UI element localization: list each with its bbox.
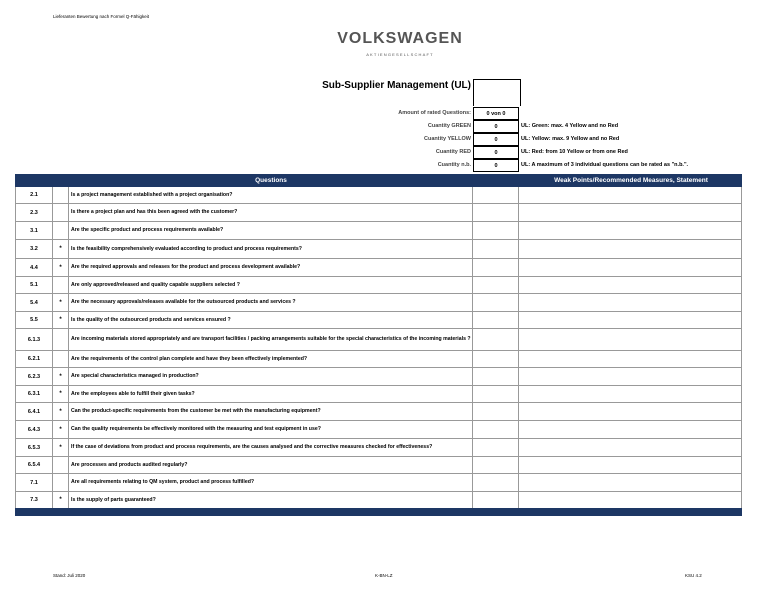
table-row <box>15 474 742 492</box>
table-row <box>15 277 742 294</box>
summary-row-green <box>300 120 768 133</box>
summary-value: 0 <box>473 146 519 159</box>
question-number: 6.3.1 <box>15 386 53 402</box>
table-row <box>15 312 742 329</box>
evaluation-cell[interactable] <box>473 368 519 385</box>
weak-points-cell[interactable] <box>519 421 742 438</box>
table-row <box>15 240 742 259</box>
table-row <box>15 492 742 509</box>
header-questions: Questions <box>255 177 287 184</box>
summary-row-yellow <box>300 133 768 146</box>
summary-label: Cuantity YELLOW <box>424 136 471 142</box>
question-text: Is the supply of parts guaranteed? <box>69 492 473 508</box>
table-header <box>15 174 742 187</box>
top-note: Lieferanten Bewertung nach Formel Q-Fähigkeit <box>53 14 150 19</box>
table-row <box>15 187 742 204</box>
weak-points-cell[interactable] <box>519 351 742 367</box>
page-title: Sub-Supplier Management (UL) <box>322 80 471 91</box>
question-number: 5.5 <box>15 312 53 328</box>
question-text: Are special characteristics managed in production? <box>69 368 473 385</box>
weak-points-cell[interactable] <box>519 457 742 473</box>
table-row <box>15 457 742 474</box>
question-text: Are the required approvals and releases for the product and process development available? <box>69 259 473 276</box>
evaluation-cell[interactable] <box>473 204 519 221</box>
question-text: Are only approved/released and quality capable suppliers selected ? <box>69 277 473 293</box>
summary-note: UL: A maximum of 3 individual questions can be rated as "n.b.". <box>521 162 689 168</box>
evaluation-cell[interactable] <box>473 492 519 508</box>
question-number: 3.1 <box>15 222 53 239</box>
star-marker <box>53 204 69 221</box>
weak-points-cell[interactable] <box>519 187 742 203</box>
evaluation-cell[interactable] <box>473 439 519 456</box>
evaluation-cell[interactable] <box>473 457 519 473</box>
logo-subtitle: AKTIENGESELLSCHAFT <box>366 52 434 57</box>
star-marker: * <box>53 492 69 508</box>
summary-value: 0 <box>473 159 519 172</box>
question-number: 6.4.1 <box>15 403 53 420</box>
star-marker: * <box>53 403 69 420</box>
table-row <box>15 329 742 351</box>
evaluation-cell[interactable] <box>473 277 519 293</box>
footer-date: Stand: Juli 2020 <box>53 573 86 578</box>
weak-points-cell[interactable] <box>519 368 742 385</box>
question-number: 6.5.3 <box>15 439 53 456</box>
weak-points-cell[interactable] <box>519 386 742 402</box>
title-rating-box <box>473 79 521 106</box>
summary-note: UL: Yellow: max. 9 Yellow and no Red <box>521 136 620 142</box>
table-row <box>15 368 742 386</box>
summary-label: Cuantity n.b. <box>437 162 471 168</box>
weak-points-cell[interactable] <box>519 329 742 350</box>
question-text: Are processes and products audited regularly? <box>69 457 473 473</box>
table-row <box>15 222 742 240</box>
volkswagen-logo <box>330 30 470 57</box>
question-text: Is there a project plan and has this been agreed with the customer? <box>69 204 473 221</box>
table-row <box>15 421 742 439</box>
evaluation-cell[interactable] <box>473 329 519 350</box>
weak-points-cell[interactable] <box>519 492 742 508</box>
weak-points-cell[interactable] <box>519 474 742 491</box>
question-text: Can the product-specific requirements from the customer be met with the manufacturing equipment? <box>69 403 473 420</box>
summary-label: Cuantity RED <box>435 149 471 155</box>
evaluation-cell[interactable] <box>473 294 519 311</box>
summary-note: UL: Red: from 10 Yellow or from one Red <box>521 149 628 155</box>
evaluation-cell[interactable] <box>473 259 519 276</box>
summary-row-rated <box>300 107 768 120</box>
table-row <box>15 294 742 312</box>
star-marker: * <box>53 312 69 328</box>
star-marker <box>53 277 69 293</box>
question-text: Are all requirements relating to QM system, product and process fulfilled? <box>69 474 473 491</box>
weak-points-cell[interactable] <box>519 240 742 258</box>
evaluation-cell[interactable] <box>473 474 519 491</box>
star-marker <box>53 474 69 491</box>
question-text: Are incoming materials stored appropriately and are transport facilities / packing arrangements suitable for the special characteristics of the incoming materials ? <box>69 329 473 350</box>
evaluation-cell[interactable] <box>473 222 519 239</box>
question-text: Are the requirements of the control plan complete and have they been effectively implemented? <box>69 351 473 367</box>
summary-label: Cuantity GREEN <box>427 123 471 129</box>
question-text: Is a project management established with a project organisation? <box>69 187 473 203</box>
table-row <box>15 439 742 457</box>
star-marker: * <box>53 259 69 276</box>
summary-row-red <box>300 146 768 159</box>
question-text: Are the specific product and process requirements available? <box>69 222 473 239</box>
question-number: 6.4.3 <box>15 421 53 438</box>
footer-dept: K-BN-LZ <box>375 573 393 578</box>
question-number: 7.1 <box>15 474 53 491</box>
star-marker: * <box>53 368 69 385</box>
summary-label: Amount of rated Questions: <box>398 110 471 116</box>
star-marker <box>53 457 69 473</box>
evaluation-cell[interactable] <box>473 386 519 402</box>
weak-points-cell[interactable] <box>519 204 742 221</box>
summary-value: 0 <box>473 133 519 146</box>
summary-note: UL: Green: max. 4 Yellow and no Red <box>521 123 619 129</box>
summary-value: 0 <box>473 120 519 133</box>
table-row <box>15 403 742 421</box>
star-marker <box>53 187 69 203</box>
question-number: 2.3 <box>15 204 53 221</box>
table-row <box>15 386 742 403</box>
weak-points-cell[interactable] <box>519 277 742 293</box>
summary-row-nb <box>300 159 768 172</box>
header-weak-points: Weak Points/Recommended Measures, Statement <box>554 177 708 184</box>
weak-points-cell[interactable] <box>519 294 742 311</box>
table-footer-bar <box>15 508 742 516</box>
question-number: 6.1.3 <box>15 329 53 350</box>
question-number: 6.2.1 <box>15 351 53 367</box>
evaluation-cell[interactable] <box>473 421 519 438</box>
table-row <box>15 351 742 368</box>
star-marker: * <box>53 421 69 438</box>
weak-points-cell[interactable] <box>519 403 742 420</box>
question-number: 6.5.4 <box>15 457 53 473</box>
question-text: Are the employees able to fulfill their given tasks? <box>69 386 473 402</box>
summary-value: 0 von 0 <box>473 107 519 120</box>
question-number: 5.1 <box>15 277 53 293</box>
weak-points-cell[interactable] <box>519 222 742 239</box>
star-marker: * <box>53 240 69 258</box>
star-marker <box>53 222 69 239</box>
question-table <box>15 187 742 509</box>
question-number: 6.2.3 <box>15 368 53 385</box>
weak-points-cell[interactable] <box>519 312 742 328</box>
table-row <box>15 204 742 222</box>
question-text: Is the feasibility comprehensively evaluated according to product and process requirements? <box>69 240 473 258</box>
star-marker: * <box>53 439 69 456</box>
star-marker: * <box>53 386 69 402</box>
question-number: 7.3 <box>15 492 53 508</box>
question-text: Are the necessary approvals/releases available for the outsourced products and services ? <box>69 294 473 311</box>
evaluation-cell[interactable] <box>473 187 519 203</box>
evaluation-cell[interactable] <box>473 403 519 420</box>
star-marker <box>53 329 69 350</box>
weak-points-cell[interactable] <box>519 259 742 276</box>
table-row <box>15 259 742 277</box>
question-number: 5.4 <box>15 294 53 311</box>
logo-brand: VOLKSWAGEN <box>337 30 463 47</box>
question-number: 3.2 <box>15 240 53 258</box>
weak-points-cell[interactable] <box>519 439 742 456</box>
question-number: 2.1 <box>15 187 53 203</box>
question-text: Can the quality requirements be effectively monitored with the measuring and test equipment in use? <box>69 421 473 438</box>
evaluation-cell[interactable] <box>473 312 519 328</box>
question-text: Is the quality of the outsourced products and services ensured ? <box>69 312 473 328</box>
evaluation-cell[interactable] <box>473 240 519 258</box>
star-marker: * <box>53 294 69 311</box>
question-text: If the case of deviations from product and process requirements, are the causes analysed and the corrective measures checked for effectiveness? <box>69 439 473 456</box>
evaluation-cell[interactable] <box>473 351 519 367</box>
footer-doc-id: KSU 4.2 <box>685 573 702 578</box>
question-number: 4.4 <box>15 259 53 276</box>
star-marker <box>53 351 69 367</box>
